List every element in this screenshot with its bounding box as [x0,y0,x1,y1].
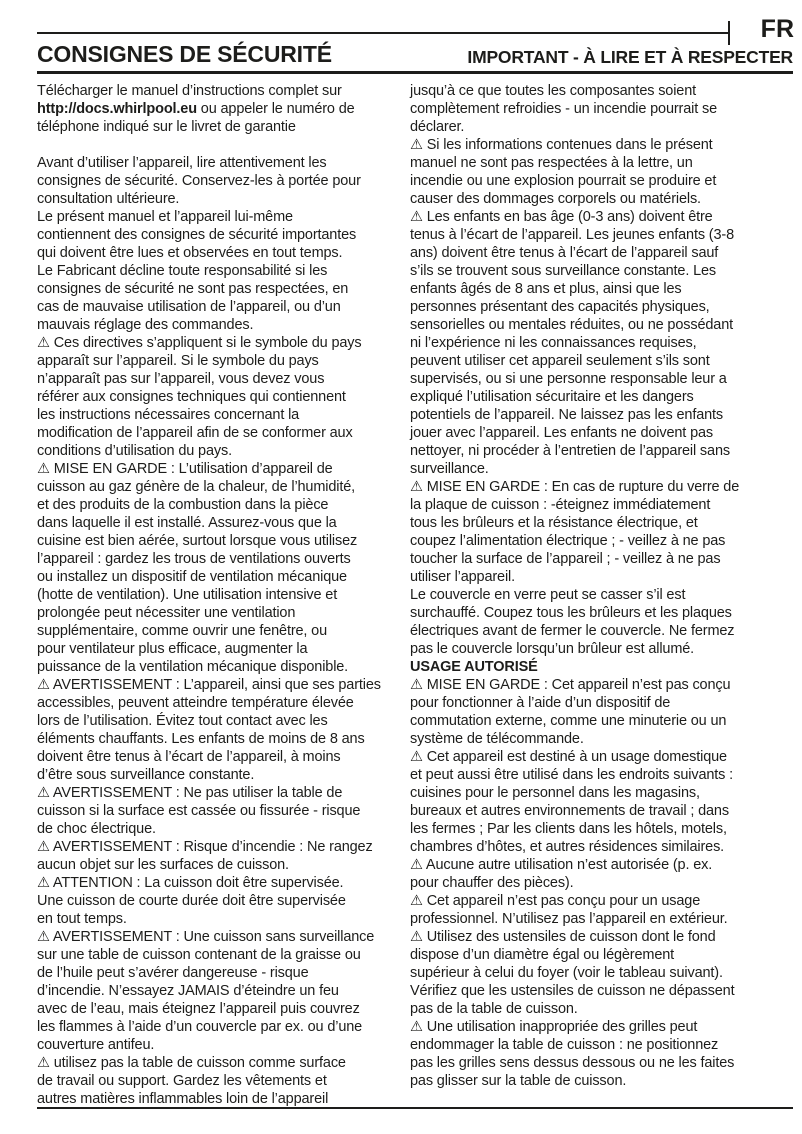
text-line: Vérifiez que les ustensiles de cuisson ne dépassent [410,983,735,999]
text-line: causer des dommages corporels ou matériels. [410,191,701,207]
text-line: manuel ne sont pas respectées à la lettre, un [410,155,693,171]
header-rule [37,71,793,74]
text-line: l’appareil : gardez les trous de ventilations ouverts [37,551,351,567]
text-line: ⚠ MISE EN GARDE : L’utilisation d’appareil de [37,461,333,477]
text-line: les fermes ; Par les clients dans les hôtels, motels, [410,821,727,837]
text-line: ou installez un dispositif de ventilation mécanique [37,569,347,585]
page-subtitle: IMPORTANT - À LIRE ET À RESPECTER [467,47,793,67]
text-line: jusqu’à ce que toutes les composantes soient [410,83,696,99]
text-line: nettoyer, ni procéder à l’entretien de l’appareil sans [410,443,730,459]
text-line: pour ventilateur plus efficace, augmenter la [37,641,308,657]
text-line: complètement refroidies - un incendie pourrait se [410,101,717,117]
text-line: pas glisser sur la table de cuisson. [410,1073,627,1089]
text-line: USAGE AUTORISÉ [410,659,538,675]
text-line: potentiels de l’appareil. Ne laissez pas les enfants [410,407,723,423]
text-line: ⚠ Une utilisation inappropriée des grilles peut [410,1019,698,1035]
text-line: accessibles, peuvent atteindre température élevée [37,695,354,711]
text-line: de l’huile peut s’avérer dangereuse - risque [37,965,309,981]
text-line: d’incendie. N’essayez JAMAIS d’éteindre un feu [37,983,339,999]
text-line: pas le couvercle lorsqu’un brûleur est allumé. [410,641,695,657]
text-line: puissance de la ventilation mécanique disponible. [37,659,349,675]
text-line: ans) doivent être tenus à l’écart de l’appareil sauf [410,245,719,261]
text-line: les instructions nécessaires concernant la [37,407,300,423]
text-line: coupez l’alimentation électrique ; - veillez à ne pas [410,533,726,549]
text-line: ⚠ Utilisez des ustensiles de cuisson dont le fond [410,929,716,945]
text-line: cuisine est bien aérée, surtout lorsque vous utilisez [37,533,358,549]
page-title: CONSIGNES DE SÉCURITÉ [37,41,332,67]
text-line: cuisines pour le personnel dans les magasins, [410,785,700,801]
text-line: autres matières inflammables loin de l’appareil [37,1091,329,1107]
text-line: Le présent manuel et l’appareil lui-même [37,209,293,225]
text-line: dispose d’un diamètre égal ou légèrement [410,947,675,963]
text-line: couverture antifeu. [37,1037,155,1053]
text-line: n’apparaît pas sur l’appareil, vous devez vous [37,371,325,387]
text-line: cas de mauvaise utilisation de l’appareil, ou d’un [37,299,341,315]
text-line: déclarer. [410,119,465,135]
text-line: d’être sous surveillance constante. [37,767,255,783]
text-line: ⚠ Les enfants en bas âge (0-3 ans) doivent être [410,209,713,225]
text-line: Le Fabricant décline toute responsabilité si les [37,263,328,279]
text-line: ⚠ ATTENTION : La cuisson doit être supervisée. [37,875,344,891]
text-line: mauvais réglage des commandes. [37,317,254,333]
text-line: les flammes à l’aide d’un couvercle par ex. ou d’une [37,1019,363,1035]
text-line: utiliser l’appareil. [410,569,515,585]
text-line: commutation externe, comme une minuterie ou un [410,713,727,729]
text-line: électriques avant de fermer le couvercle. Ne fermez [410,623,735,639]
text-line: ⚠ AVERTISSEMENT : Une cuisson sans surveillance [37,929,375,945]
text-line: tenus à l’écart de l’appareil. Les jeunes enfants (3-8 [410,227,734,243]
text-line: enfants âgés de 8 ans et plus, ainsi que les [410,281,682,297]
text-line: Avant d’utiliser l’appareil, lire attentivement les [37,155,327,171]
text-line: ⚠ Si les informations contenues dans le présent [410,137,713,153]
text-line: supervisés, ou si une personne responsable leur a [410,371,727,387]
text-line: personnes présentant des capacités physiques, [410,299,710,315]
text-line [37,136,405,154]
text-line: Le couvercle en verre peut se casser s’il est [410,587,686,603]
text-line: peuvent utiliser cet appareil seulement s’ils sont [410,353,710,369]
text-line: (hotte de ventilation). Une utilisation intensive et [37,587,338,603]
text-line: Une cuisson de courte durée doit être supervisée [37,893,346,909]
text-line: et des produits de la combustion dans la pièce [37,497,329,513]
text-line: ni l’expérience ni les connaissances requises, [410,335,697,351]
language-code: FR [760,15,794,43]
text-line: chambres d’hôtes, et autres résidences similaires. [410,839,725,855]
text-line: professionnel. N’utilisez pas l’appareil en extérieur. [410,911,728,927]
text-line: modification de l’appareil afin de se conformer aux [37,425,353,441]
text-line: qui doivent être lues et observées en tout temps. [37,245,343,261]
text-line: ⚠ Ces directives s’appliquent si le symbole du pays [37,335,362,351]
text-line: tous les brûleurs et la résistance électrique, et [410,515,698,531]
text-line: contiennent des consignes de sécurité importantes [37,227,357,243]
text-line: de choc électrique. [37,821,156,837]
text-line: dans laquelle il est installé. Assurez-vous que la [37,515,337,531]
text-line: pas de la table de cuisson. [410,1001,578,1017]
text-line: surveillance. [410,461,489,477]
text-line: éléments chauffants. Les enfants de moins de 8 ans [37,731,365,747]
text-line: Télécharger le manuel d’instructions complet sur [37,83,342,99]
text-line: surchauffé. Coupez tous les brûleurs et les plaques [410,605,732,621]
text-line: téléphone indiqué sur le livret de garantie [37,119,296,135]
bottom-rule [37,1107,793,1109]
text-line: prolongée peut nécessiter une ventilation [37,605,296,621]
text-line: sur une table de cuisson contenant de la graisse ou [37,947,361,963]
language-divider-tick [728,21,730,45]
text-line: cuisson si la surface est cassée ou fissurée - risque [37,803,361,819]
text-line: http://docs.whirlpool.eu ou appeler le numéro de [37,101,355,117]
text-line: ⚠ AVERTISSEMENT : Risque d’incendie : Ne rangez [37,839,373,855]
text-line: ⚠ Cet appareil n’est pas conçu pour un usage [410,893,701,909]
text-line: toucher la surface de l’appareil ; - veillez à ne pas [410,551,721,567]
text-line: ⚠ Aucune autre utilisation n’est autorisée (p. ex. [410,857,713,873]
text-line: et peut aussi être utilisé dans les endroits suivants : [410,767,734,783]
text-line: ⚠ utilisez pas la table de cuisson comme surface [37,1055,346,1071]
text-line: ⚠ MISE EN GARDE : Cet appareil n’est pas conçu [410,677,731,693]
top-rule [37,32,728,34]
text-line: expliqué l’utilisation sécuritaire et les dangers [410,389,694,405]
text-line: ⚠ AVERTISSEMENT : L’appareil, ainsi que ses parties [37,677,381,693]
right-text-column [410,82,794,1090]
text-line: de travail ou support. Gardez les vêtements et [37,1073,327,1089]
text-line: sensorielles ou mentales réduites, ou ne possédant [410,317,733,333]
text-line: ⚠ AVERTISSEMENT : Ne pas utiliser la table de [37,785,343,801]
text-line: conditions d’utilisation du pays. [37,443,232,459]
text-line: apparaît sur l’appareil. Si le symbole du pays [37,353,319,369]
text-line: pour chauffer des pièces). [410,875,574,891]
text-line: cuisson au gaz génère de la chaleur, de l’humidité, [37,479,356,495]
text-line: en tout temps. [37,911,127,927]
text-line: supérieur à celui du foyer (voir le tableau suivant). [410,965,723,981]
text-line: endommager la table de cuisson : ne positionnez [410,1037,719,1053]
left-text-column [37,82,405,1108]
text-line: consignes de sécurité ne sont pas respectées, en [37,281,349,297]
text-line: ⚠ MISE EN GARDE : En cas de rupture du verre de [410,479,740,495]
text-line: consignes de sécurité. Conservez-les à portée pour [37,173,361,189]
text-line: la plaque de cuisson : -éteignez immédiatement [410,497,711,513]
text-line: aucun objet sur les surfaces de cuisson. [37,857,289,873]
text-line: avec de l’eau, mais éteignez l’appareil puis couvrez [37,1001,360,1017]
text-line: ⚠ Cet appareil est destiné à un usage domestique [410,749,727,765]
text-line: pas les grilles sens dessus dessous ou ne les faites [410,1055,735,1071]
text-line: consultation ultérieure. [37,191,180,207]
text-line: référer aux consignes techniques qui contiennent [37,389,346,405]
text-line: supplémentaire, comme ouvrir une fenêtre, ou [37,623,327,639]
text-line: pour fonctionner à l’aide d’un dispositif de [410,695,671,711]
text-line: bureaux et autres environnements de travail ; dans [410,803,729,819]
text-line: lors de l’utilisation. Évitez tout contact avec les [37,713,328,729]
text-line: incendie ou une explosion pourrait se produire et [410,173,717,189]
text-line: jouer avec l’appareil. Les enfants ne doivent pas [410,425,713,441]
text-line: s’ils se trouvent sous surveillance constante. Les [410,263,717,279]
text-line: doivent être tenus à l’écart de l’appareil, à moins [37,749,341,765]
text-line: système de télécommande. [410,731,584,747]
